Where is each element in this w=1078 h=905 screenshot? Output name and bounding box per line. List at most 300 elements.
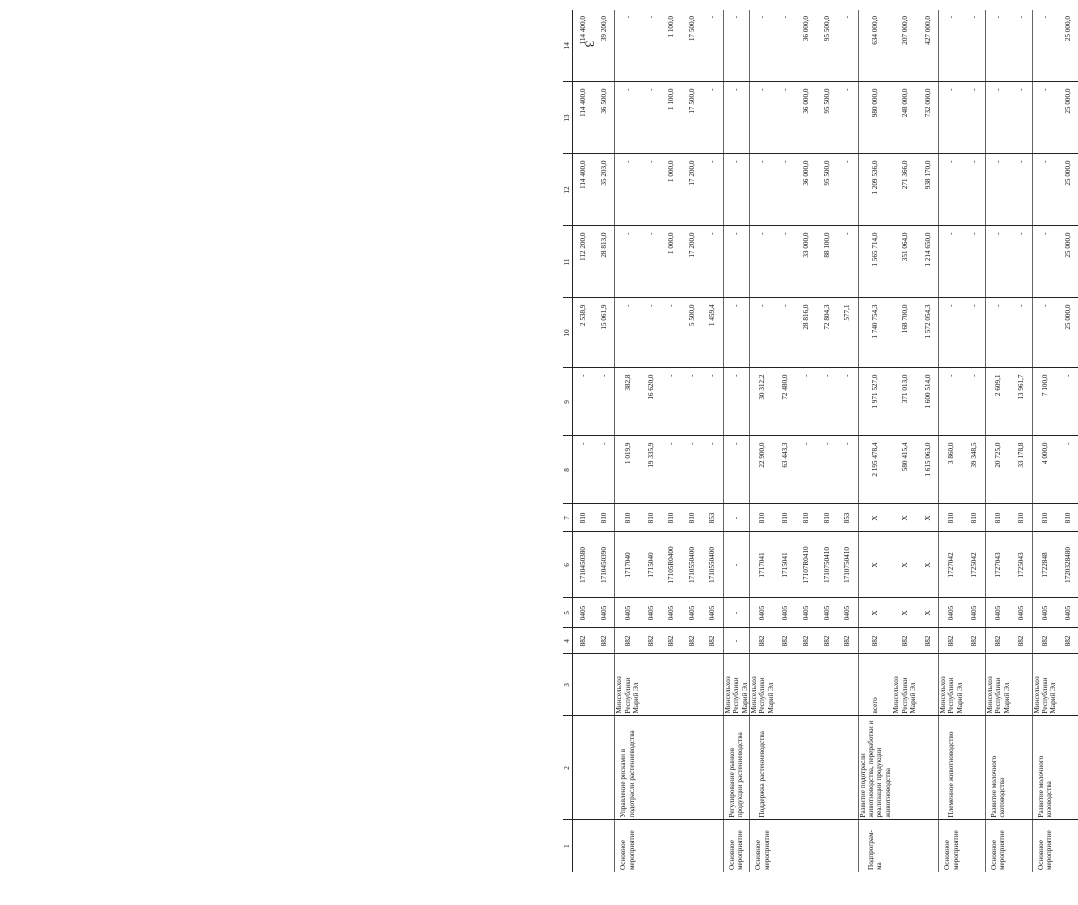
- cell-name: [702, 716, 723, 820]
- cell-y2019: -: [985, 82, 1011, 154]
- cell-responsible: [661, 654, 682, 716]
- cell-csr: 1722848: [1032, 532, 1058, 598]
- cell-y2018: 95 500,0: [816, 154, 837, 226]
- cell-csr: -: [723, 532, 749, 598]
- page-number: 3: [582, 40, 598, 48]
- cell-name: [661, 716, 682, 820]
- cell-grbs: 882: [750, 628, 776, 654]
- cell-type: [775, 820, 796, 872]
- cell-y2018: 114 400,0: [573, 154, 594, 226]
- cell-y2016: -: [964, 298, 985, 368]
- cell-rzpr: 0405: [1058, 598, 1078, 628]
- cell-csr: 1710550400: [682, 532, 703, 598]
- table-row: [964, 10, 985, 872]
- cell-y2016: 1 459,4: [702, 298, 723, 368]
- cell-y2014: 580 415,4: [892, 436, 917, 504]
- cell-y2019: -: [702, 82, 723, 154]
- table-row: [775, 10, 796, 872]
- cell-y2015: -: [682, 368, 703, 436]
- table-row: [682, 10, 703, 872]
- cell-rzpr: Х: [858, 598, 892, 628]
- cell-y2019: -: [615, 82, 641, 154]
- cell-y2015: -: [796, 368, 817, 436]
- column-header-4: 4: [563, 628, 573, 654]
- cell-y2018: 35 203,0: [594, 154, 615, 226]
- cell-rzpr: 0405: [816, 598, 837, 628]
- cell-csr: Х: [858, 532, 892, 598]
- cell-csr: 1727042: [939, 532, 965, 598]
- cell-name: [1058, 716, 1078, 820]
- cell-name: [796, 716, 817, 820]
- cell-responsible: [573, 654, 594, 716]
- cell-y2017: 112 200,0: [573, 226, 594, 298]
- column-header-13: 13: [563, 82, 573, 154]
- cell-y2020: -: [775, 10, 796, 82]
- table-row: [640, 10, 661, 872]
- cell-y2017: -: [750, 226, 776, 298]
- cell-y2019: -: [750, 82, 776, 154]
- cell-type: [796, 820, 817, 872]
- cell-type: [661, 820, 682, 872]
- column-header-2: 2: [563, 716, 573, 820]
- cell-name: [964, 716, 985, 820]
- cell-rzpr: 0405: [1011, 598, 1032, 628]
- cell-y2020: 95 500,0: [816, 10, 837, 82]
- cell-name: [892, 716, 917, 820]
- cell-y2015: -: [816, 368, 837, 436]
- column-header-8: 8: [563, 436, 573, 504]
- cell-y2014: 33 178,8: [1011, 436, 1032, 504]
- cell-y2020: 39 200,0: [594, 10, 615, 82]
- column-header-9: 9: [563, 368, 573, 436]
- column-header-10: 10: [563, 298, 573, 368]
- cell-csr: 1720328480: [1058, 532, 1078, 598]
- cell-y2018: 1 000,0: [661, 154, 682, 226]
- cell-y2014: -: [816, 436, 837, 504]
- cell-y2016: 28 816,0: [796, 298, 817, 368]
- cell-y2016: -: [939, 298, 965, 368]
- cell-y2014: 3 860,0: [939, 436, 965, 504]
- cell-type: [964, 820, 985, 872]
- cell-y2014: -: [1058, 436, 1078, 504]
- cell-y2017: -: [964, 226, 985, 298]
- cell-responsible: [702, 654, 723, 716]
- cell-y2018: -: [640, 154, 661, 226]
- cell-grbs: 882: [796, 628, 817, 654]
- table-row: [1032, 10, 1058, 872]
- table-row: [573, 10, 594, 872]
- cell-vr: 810: [985, 504, 1011, 532]
- cell-name: Поддержка растениеводства: [750, 716, 776, 820]
- cell-responsible: [964, 654, 985, 716]
- cell-grbs: 882: [1032, 628, 1058, 654]
- cell-y2019: -: [640, 82, 661, 154]
- cell-type: [816, 820, 837, 872]
- cell-grbs: -: [723, 628, 749, 654]
- cell-y2019: 248 000,0: [892, 82, 917, 154]
- cell-csr: 1717040: [615, 532, 641, 598]
- cell-y2015: 2 609,1: [985, 368, 1011, 436]
- cell-y2019: 36 000,0: [796, 82, 817, 154]
- cell-responsible: Минсельхоз Республики Марий Эл: [615, 654, 641, 716]
- cell-y2016: -: [723, 298, 749, 368]
- cell-y2016: -: [615, 298, 641, 368]
- cell-vr: 810: [796, 504, 817, 532]
- cell-y2018: -: [837, 154, 858, 226]
- cell-responsible: [1011, 654, 1032, 716]
- cell-vr: 810: [661, 504, 682, 532]
- cell-y2018: 17 200,0: [682, 154, 703, 226]
- cell-y2016: -: [775, 298, 796, 368]
- cell-y2015: -: [964, 368, 985, 436]
- table-row: [615, 10, 641, 872]
- cell-y2015: 1 600 514,0: [917, 368, 938, 436]
- cell-y2017: -: [615, 226, 641, 298]
- cell-name: Развитие подотрасли животноводства, переработки и реализации продукции животноводства: [858, 716, 892, 820]
- cell-y2020: -: [985, 10, 1011, 82]
- cell-grbs: 882: [892, 628, 917, 654]
- table-row: [892, 10, 917, 872]
- cell-rzpr: 0405: [750, 598, 776, 628]
- cell-y2017: 1 214 650,0: [917, 226, 938, 298]
- cell-rzpr: 0405: [661, 598, 682, 628]
- cell-y2015: -: [661, 368, 682, 436]
- cell-y2014: 2 195 478,4: [858, 436, 892, 504]
- cell-y2014: 22 900,0: [750, 436, 776, 504]
- cell-type: Основное мероприятие: [939, 820, 965, 872]
- cell-grbs: 882: [682, 628, 703, 654]
- cell-csr: 17105R0400: [661, 532, 682, 598]
- cell-y2020: -: [750, 10, 776, 82]
- cell-responsible: [837, 654, 858, 716]
- cell-rzpr: 0405: [939, 598, 965, 628]
- cell-y2019: 1 100,0: [661, 82, 682, 154]
- cell-y2018: -: [1011, 154, 1032, 226]
- cell-y2015: 382,8: [615, 368, 641, 436]
- cell-y2015: 30 312,2: [750, 368, 776, 436]
- table-row: [661, 10, 682, 872]
- cell-vr: 853: [837, 504, 858, 532]
- cell-type: Основное мероприятие: [723, 820, 749, 872]
- cell-type: [573, 820, 594, 872]
- cell-responsible: Минсельхоз Республики Марий Эл: [985, 654, 1011, 716]
- cell-type: [640, 820, 661, 872]
- cell-responsible: Минсельхоз Республики Марий Эл: [939, 654, 965, 716]
- cell-csr: 1717041: [750, 532, 776, 598]
- cell-rzpr: 0405: [837, 598, 858, 628]
- cell-y2015: -: [723, 368, 749, 436]
- cell-y2017: 1 000,0: [661, 226, 682, 298]
- column-header-14: 14: [563, 10, 573, 82]
- cell-y2020: -: [1032, 10, 1058, 82]
- cell-y2014: -: [702, 436, 723, 504]
- cell-type: [917, 820, 938, 872]
- cell-vr: 810: [964, 504, 985, 532]
- cell-y2019: -: [939, 82, 965, 154]
- column-header-5: 5: [563, 598, 573, 628]
- cell-y2016: -: [750, 298, 776, 368]
- cell-y2018: 271 366,0: [892, 154, 917, 226]
- cell-rzpr: 0405: [702, 598, 723, 628]
- cell-vr: Х: [858, 504, 892, 532]
- cell-y2015: 1 971 527,0: [858, 368, 892, 436]
- cell-csr: 1715040: [640, 532, 661, 598]
- column-header-7: 7: [563, 504, 573, 532]
- cell-vr: -: [723, 504, 749, 532]
- cell-grbs: 882: [964, 628, 985, 654]
- cell-y2014: -: [594, 436, 615, 504]
- cell-responsible: всего: [858, 654, 892, 716]
- cell-y2016: -: [640, 298, 661, 368]
- cell-y2014: 1 019,9: [615, 436, 641, 504]
- cell-y2016: 168 700,0: [892, 298, 917, 368]
- cell-responsible: [917, 654, 938, 716]
- cell-csr: 17107R0410: [796, 532, 817, 598]
- cell-grbs: 882: [1058, 628, 1078, 654]
- column-header-1: 1: [563, 820, 573, 872]
- cell-name: [682, 716, 703, 820]
- cell-vr: 810: [594, 504, 615, 532]
- cell-y2019: 36 500,0: [594, 82, 615, 154]
- cell-responsible: [796, 654, 817, 716]
- cell-y2018: 36 000,0: [796, 154, 817, 226]
- cell-y2019: -: [775, 82, 796, 154]
- cell-y2017: 28 813,0: [594, 226, 615, 298]
- table-row: [723, 10, 749, 872]
- cell-y2020: 114 400,0: [573, 10, 594, 82]
- cell-rzpr: 0405: [1032, 598, 1058, 628]
- table-row: [750, 10, 776, 872]
- cell-responsible: Минсельхоз Республики Марий Эл: [1032, 654, 1058, 716]
- cell-csr: 1710750410: [837, 532, 858, 598]
- cell-csr: Х: [917, 532, 938, 598]
- table-row: [796, 10, 817, 872]
- cell-y2014: 19 335,9: [640, 436, 661, 504]
- cell-y2019: 17 500,0: [682, 82, 703, 154]
- cell-grbs: 882: [775, 628, 796, 654]
- cell-csr: Х: [892, 532, 917, 598]
- budget-table: [563, 10, 1078, 872]
- cell-y2014: 63 443,3: [775, 436, 796, 504]
- cell-y2020: 17 500,0: [682, 10, 703, 82]
- cell-grbs: 882: [1011, 628, 1032, 654]
- cell-type: [1011, 820, 1032, 872]
- cell-responsible: [682, 654, 703, 716]
- cell-csr: 1710450380: [573, 532, 594, 598]
- cell-y2020: 207 000,0: [892, 10, 917, 82]
- table-row: [594, 10, 615, 872]
- table-row: [1058, 10, 1078, 872]
- cell-grbs: 882: [594, 628, 615, 654]
- cell-y2015: 7 100,0: [1032, 368, 1058, 436]
- cell-vr: 853: [702, 504, 723, 532]
- cell-responsible: [594, 654, 615, 716]
- cell-name: Развитие молочного скотоводства: [985, 716, 1011, 820]
- column-header-3: 3: [563, 654, 573, 716]
- cell-y2020: -: [964, 10, 985, 82]
- column-header-12: 12: [563, 154, 573, 226]
- cell-y2020: -: [837, 10, 858, 82]
- cell-y2016: 15 061,9: [594, 298, 615, 368]
- cell-y2016: -: [985, 298, 1011, 368]
- cell-y2016: 2 538,9: [573, 298, 594, 368]
- cell-y2014: 4 000,0: [1032, 436, 1058, 504]
- cell-y2014: 1 615 063,0: [917, 436, 938, 504]
- cell-y2018: -: [1032, 154, 1058, 226]
- cell-y2018: 1 209 536,0: [858, 154, 892, 226]
- cell-type: [892, 820, 917, 872]
- cell-y2020: 427 000,0: [917, 10, 938, 82]
- cell-y2016: -: [1032, 298, 1058, 368]
- cell-grbs: 882: [702, 628, 723, 654]
- cell-grbs: 882: [615, 628, 641, 654]
- cell-responsible: [816, 654, 837, 716]
- cell-y2020: -: [723, 10, 749, 82]
- table-row: [702, 10, 723, 872]
- cell-responsible: [640, 654, 661, 716]
- cell-vr: 810: [682, 504, 703, 532]
- cell-y2019: -: [1032, 82, 1058, 154]
- cell-y2020: 634 000,0: [858, 10, 892, 82]
- cell-responsible: Минсельхоз Республики Марий Эл: [723, 654, 749, 716]
- cell-name: Племенное животноводство: [939, 716, 965, 820]
- cell-vr: Х: [917, 504, 938, 532]
- cell-y2014: -: [682, 436, 703, 504]
- cell-y2016: -: [1011, 298, 1032, 368]
- cell-rzpr: 0405: [796, 598, 817, 628]
- cell-rzpr: -: [723, 598, 749, 628]
- cell-y2017: -: [723, 226, 749, 298]
- cell-y2014: 39 348,5: [964, 436, 985, 504]
- cell-responsible: Минсельхоз Республики Марий Эл: [892, 654, 917, 716]
- cell-rzpr: 0405: [682, 598, 703, 628]
- cell-y2016: 72 804,3: [816, 298, 837, 368]
- cell-rzpr: 0405: [964, 598, 985, 628]
- cell-y2017: -: [640, 226, 661, 298]
- cell-y2015: -: [573, 368, 594, 436]
- cell-y2014: -: [723, 436, 749, 504]
- cell-type: [837, 820, 858, 872]
- cell-grbs: 882: [917, 628, 938, 654]
- cell-vr: 810: [573, 504, 594, 532]
- cell-y2018: 25 000,0: [1058, 154, 1078, 226]
- cell-y2017: -: [985, 226, 1011, 298]
- cell-name: [816, 716, 837, 820]
- cell-type: Основное мероприятие: [985, 820, 1011, 872]
- cell-csr: 1710450390: [594, 532, 615, 598]
- cell-y2018: -: [985, 154, 1011, 226]
- table-body: [573, 10, 1078, 872]
- cell-type: [682, 820, 703, 872]
- cell-y2015: 72 480,0: [775, 368, 796, 436]
- cell-y2019: 95 500,0: [816, 82, 837, 154]
- rotated-table-container: [563, 10, 1072, 872]
- cell-y2016: 5 500,0: [682, 298, 703, 368]
- cell-y2018: -: [615, 154, 641, 226]
- table-row: [858, 10, 892, 872]
- cell-name: [640, 716, 661, 820]
- cell-y2015: 13 961,7: [1011, 368, 1032, 436]
- cell-rzpr: Х: [892, 598, 917, 628]
- cell-y2020: 25 000,0: [1058, 10, 1078, 82]
- cell-grbs: 882: [939, 628, 965, 654]
- cell-type: Основное мероприятие: [1032, 820, 1058, 872]
- cell-name: [594, 716, 615, 820]
- table-row: [939, 10, 965, 872]
- cell-y2019: 980 000,0: [858, 82, 892, 154]
- cell-type: Основное мероприятие: [750, 820, 776, 872]
- cell-y2017: 88 100,0: [816, 226, 837, 298]
- cell-type: [702, 820, 723, 872]
- table-row: [985, 10, 1011, 872]
- cell-y2020: -: [615, 10, 641, 82]
- cell-y2019: 114 400,0: [573, 82, 594, 154]
- cell-grbs: 882: [661, 628, 682, 654]
- cell-rzpr: Х: [917, 598, 938, 628]
- cell-y2016: 577,1: [837, 298, 858, 368]
- cell-name: [573, 716, 594, 820]
- cell-y2015: -: [939, 368, 965, 436]
- cell-name: [837, 716, 858, 820]
- cell-y2016: 1 572 054,3: [917, 298, 938, 368]
- cell-y2020: 36 000,0: [796, 10, 817, 82]
- cell-y2015: -: [594, 368, 615, 436]
- cell-y2020: 1 100,0: [661, 10, 682, 82]
- cell-y2020: -: [702, 10, 723, 82]
- cell-type: Подпрограм-ма: [858, 820, 892, 872]
- cell-responsible: [775, 654, 796, 716]
- table-row: [917, 10, 938, 872]
- cell-y2017: -: [775, 226, 796, 298]
- cell-y2017: 25 000,0: [1058, 226, 1078, 298]
- cell-y2018: -: [775, 154, 796, 226]
- cell-y2017: 33 000,0: [796, 226, 817, 298]
- cell-csr: 1710550400: [702, 532, 723, 598]
- cell-y2017: -: [702, 226, 723, 298]
- cell-vr: 810: [640, 504, 661, 532]
- cell-y2020: -: [1011, 10, 1032, 82]
- cell-type: Основное мероприятие: [615, 820, 641, 872]
- cell-grbs: 882: [816, 628, 837, 654]
- cell-y2017: 17 200,0: [682, 226, 703, 298]
- cell-y2016: 1 740 754,3: [858, 298, 892, 368]
- cell-y2014: -: [661, 436, 682, 504]
- column-header-11: 11: [563, 226, 573, 298]
- cell-y2014: 20 725,0: [985, 436, 1011, 504]
- cell-vr: 810: [1058, 504, 1078, 532]
- cell-y2015: 16 620,0: [640, 368, 661, 436]
- cell-rzpr: 0405: [594, 598, 615, 628]
- cell-type: [1058, 820, 1078, 872]
- table-row: [816, 10, 837, 872]
- cell-y2018: -: [939, 154, 965, 226]
- cell-responsible: [1058, 654, 1078, 716]
- cell-csr: 1715041: [775, 532, 796, 598]
- column-number-header: [563, 10, 573, 872]
- cell-y2017: 351 064,0: [892, 226, 917, 298]
- cell-csr: 1727043: [985, 532, 1011, 598]
- cell-y2015: 371 013,0: [892, 368, 917, 436]
- cell-grbs: 882: [640, 628, 661, 654]
- cell-grbs: 882: [573, 628, 594, 654]
- cell-csr: 1725042: [964, 532, 985, 598]
- cell-y2015: -: [702, 368, 723, 436]
- cell-y2019: -: [1011, 82, 1032, 154]
- cell-y2016: -: [661, 298, 682, 368]
- cell-grbs: 882: [837, 628, 858, 654]
- column-header-6: 6: [563, 532, 573, 598]
- cell-vr: 810: [750, 504, 776, 532]
